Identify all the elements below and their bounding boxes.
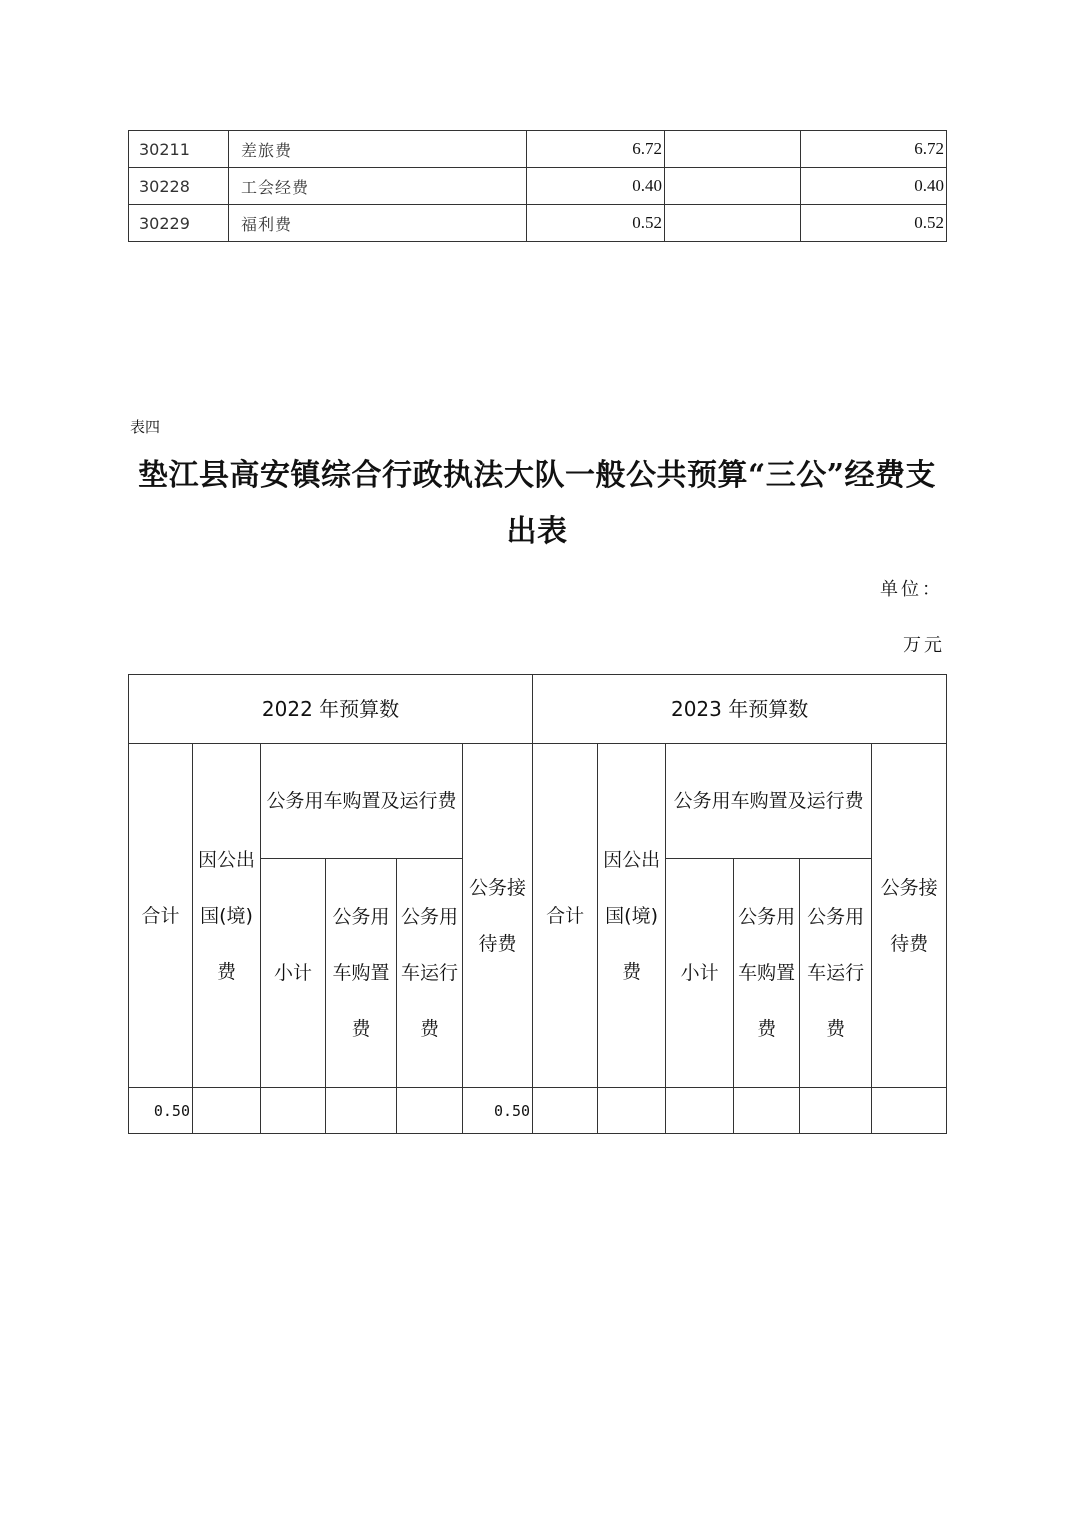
item-code: 30229 xyxy=(129,205,229,242)
title-line-2: 出表 xyxy=(506,514,568,549)
item-name: 福利费 xyxy=(229,205,527,242)
subtotal-header: 小计 xyxy=(666,859,734,1088)
item-name: 工会经费 xyxy=(229,168,527,205)
three-public-expense-table xyxy=(128,674,947,1134)
value-cell xyxy=(666,1088,734,1134)
value-cell xyxy=(800,1088,872,1134)
table-label: 表四 xyxy=(130,418,161,436)
running-header: 公务用车运行费 xyxy=(800,859,872,1088)
reception-header: 公务接待费 xyxy=(463,744,533,1088)
value-cell xyxy=(734,1088,800,1134)
table-row xyxy=(129,131,947,168)
subtotal-header: 小计 xyxy=(261,859,326,1088)
reception-header: 公务接待费 xyxy=(872,744,947,1088)
running-header: 公务用车运行费 xyxy=(397,859,463,1088)
purchase-header: 公务用车购置费 xyxy=(734,859,800,1088)
value-cell: 0.50 xyxy=(129,1088,193,1134)
item-value: 0.52 xyxy=(801,205,947,242)
year-2023-header: 2023 年预算数 xyxy=(533,675,947,744)
value-cell: 0.50 xyxy=(463,1088,533,1134)
page-title xyxy=(128,448,946,560)
table-row xyxy=(129,205,947,242)
value-cell xyxy=(326,1088,397,1134)
unit-value: 万元 xyxy=(903,635,945,656)
item-name: 差旅费 xyxy=(229,131,527,168)
abroad-header: 因公出国(境)费 xyxy=(193,744,261,1088)
item-value: 6.72 xyxy=(801,131,947,168)
value-cell xyxy=(533,1088,598,1134)
abroad-header: 因公出国(境)费 xyxy=(598,744,666,1088)
value-cell xyxy=(193,1088,261,1134)
item-code: 30211 xyxy=(129,131,229,168)
value-cell xyxy=(598,1088,666,1134)
unit-label: 单位： xyxy=(880,579,943,600)
value-cell xyxy=(872,1088,947,1134)
table-row xyxy=(129,1088,947,1134)
item-value: 0.40 xyxy=(801,168,947,205)
item-value: 0.52 xyxy=(527,205,665,242)
year-2022-header: 2022 年预算数 xyxy=(129,675,533,744)
item-value xyxy=(665,205,801,242)
value-cell xyxy=(261,1088,326,1134)
table-row xyxy=(129,168,947,205)
vehicle-header: 公务用车购置及运行费 xyxy=(261,744,463,859)
title-line-1: 垫江县高安镇综合行政执法大队一般公共预算“三公”经费支 xyxy=(137,458,936,493)
item-value xyxy=(665,168,801,205)
budget-detail-table xyxy=(128,130,947,242)
item-value: 0.40 xyxy=(527,168,665,205)
vehicle-header: 公务用车购置及运行费 xyxy=(666,744,872,859)
total-header: 合计 xyxy=(533,744,598,1088)
item-value xyxy=(665,131,801,168)
value-cell xyxy=(397,1088,463,1134)
total-header: 合计 xyxy=(129,744,193,1088)
item-code: 30228 xyxy=(129,168,229,205)
purchase-header: 公务用车购置费 xyxy=(326,859,397,1088)
item-value: 6.72 xyxy=(527,131,665,168)
